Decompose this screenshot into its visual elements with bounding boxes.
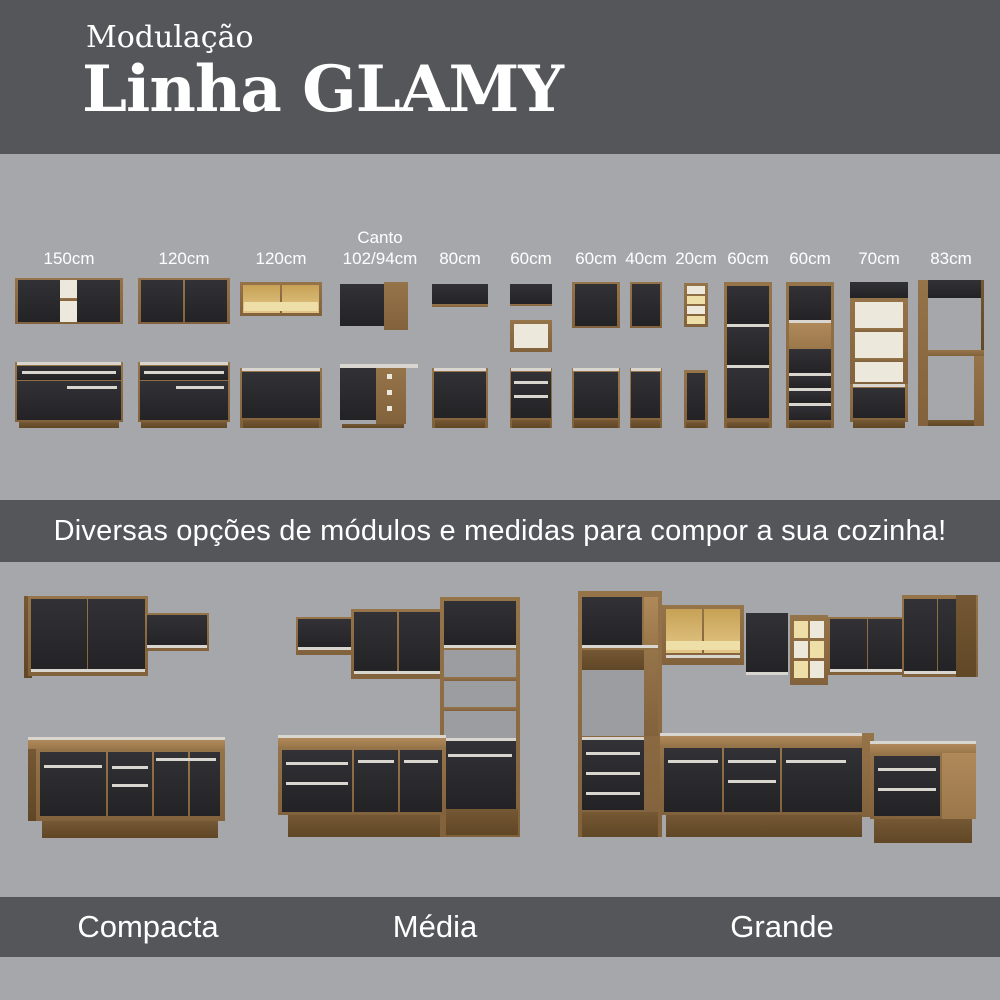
module-size-label: 70cm <box>858 249 900 268</box>
module-size-label: 102/94cm <box>342 249 418 268</box>
cabinet-part-woodl <box>942 753 976 819</box>
module-size-label: 40cm <box>625 249 667 268</box>
module-sublabel: Canto <box>357 228 403 247</box>
module-size-label: 60cm <box>510 249 552 268</box>
module-size-label: 120cm <box>255 249 307 268</box>
cabinet-part-woodl <box>644 597 658 645</box>
category-band <box>0 897 1000 957</box>
module-size-label: 60cm <box>575 249 617 268</box>
cabinet-part-woodd <box>582 812 658 837</box>
cabinet-part-door <box>746 613 788 675</box>
cabinet-part-wood <box>644 650 658 736</box>
cabinet-part-door <box>904 599 937 673</box>
module-size-label: 120cm <box>158 249 210 268</box>
cabinet-part-strip <box>582 645 658 648</box>
cabinet-part-door <box>874 756 940 816</box>
cabinet-part-door <box>830 619 867 671</box>
module-size-label: 60cm <box>727 249 769 268</box>
cabinet-part-woodd <box>666 815 862 837</box>
cabinet-part-strip <box>586 772 640 775</box>
cabinet-part-woodd <box>956 595 976 677</box>
cabinet-part-niche <box>810 661 824 678</box>
cabinet-part-glassl <box>794 621 808 638</box>
module-size-label: 20cm <box>675 249 717 268</box>
cabinet-part-strip <box>786 760 846 763</box>
cabinet-part-door <box>582 597 642 645</box>
cabinet-part-strip <box>728 780 776 783</box>
cabinet-part-strip <box>668 760 718 763</box>
module-size-label: 83cm <box>930 249 972 268</box>
cabinet-part-glassl <box>810 641 824 658</box>
cabinet-part-glassl <box>666 641 740 650</box>
cabinet-part-woodd <box>874 819 972 843</box>
kitchen-label-compacta: Compacta <box>77 909 219 944</box>
kitchen-label-grande: Grande <box>730 909 834 944</box>
cabinet-part-door <box>582 740 644 810</box>
kitchen-label-média: Média <box>392 909 478 944</box>
cabinet-part-open <box>582 670 644 736</box>
cabinet-part-strip <box>878 768 936 771</box>
cabinet-part-door <box>868 619 904 671</box>
cabinet-part-strip <box>878 788 936 791</box>
cabinet-part-strip <box>586 752 640 755</box>
cabinet-part-strip <box>830 669 902 672</box>
module-size-label: 60cm <box>789 249 831 268</box>
banner-text: Diversas opções de módulos e medidas para compor a sua cozinha! <box>53 514 947 547</box>
cabinet-part-woodl <box>870 744 976 753</box>
cabinet-part-strip <box>666 655 740 658</box>
module-size-label: 80cm <box>439 249 481 268</box>
header-eyebrow: Modulação <box>86 20 254 55</box>
cabinet-part-wood <box>722 748 724 812</box>
cabinet-part-niche <box>794 641 808 658</box>
page-title: Linha GLAMY <box>82 52 563 127</box>
cabinet-part-niche <box>810 621 824 638</box>
cabinet-part-glassl <box>794 661 808 678</box>
cabinet-part-strip <box>586 792 640 795</box>
cabinet-part-wood <box>780 748 782 812</box>
cabinet-part-woodl <box>660 736 866 745</box>
module-size-label: 150cm <box>43 249 95 268</box>
cabinet-part-strip <box>728 760 776 763</box>
cabinet-part-strip <box>746 672 788 675</box>
